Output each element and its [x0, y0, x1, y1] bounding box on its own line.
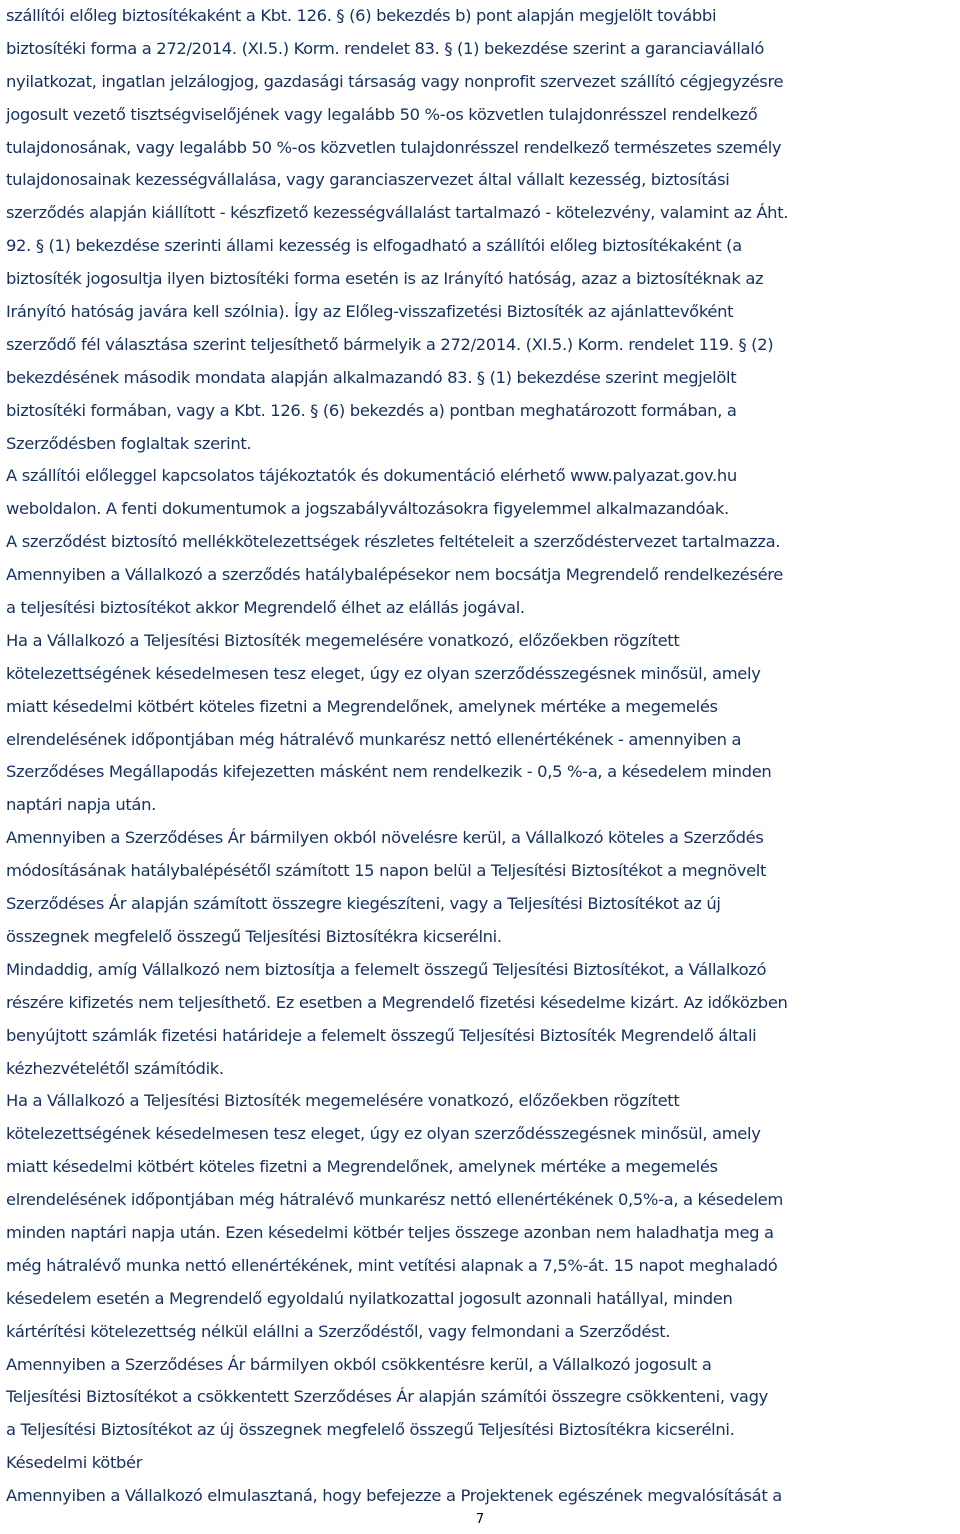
text-line: jogosult vezető tisztségviselőjének vagy legalább 50 %-os közvetlen tulajdonrésszel rendelkező — [6, 104, 758, 124]
text-line: biztosíték jogosultja ilyen biztosítéki forma esetén is az Irányító hatóság, azaz a biztosítéknak az — [6, 269, 764, 289]
text-line: még hátralévő munka nettó ellenértékének, mint vetítési alapnak a 7,5%-át. 15 napot meghaladó — [6, 1255, 778, 1275]
text-line: nyilatkozat, ingatlan jelzálogjog, gazdasági társaság vagy nonprofit szervezet szállító cégjegyzésre — [6, 71, 784, 91]
text-line: kötelezettségének késedelmesen tesz eleget, úgy ez olyan szerződésszegésnek minősül, amely — [6, 1124, 761, 1144]
text-line: Szerződéses Megállapodás kifejezetten másként nem rendelkezik - 0,5 %-a, a késedelem minden — [6, 762, 772, 782]
text-line: Szerződéses Ár alapján számított összegre kiegészíteni, vagy a Teljesítési Biztosítékot az új — [6, 894, 721, 914]
text-line: összegnek megfelelő összegű Teljesítési Biztosítékra kicserélni. — [6, 926, 502, 946]
document-body — [6, 0, 958, 1513]
text-line: naptári napja után. — [6, 795, 156, 815]
text-line: biztosítéki forma a 272/2014. (XI.5.) Korm. rendelet 83. § (1) bekezdése szerint a garanciavállaló — [6, 38, 765, 58]
text-line: Szerződésben foglaltak szerint. — [6, 433, 252, 453]
text-line: A szállítói előleggel kapcsolatos tájékoztatók és dokumentáció elérhető www.palyazat.gov.hu — [6, 466, 737, 486]
text-line: Késedelmi kötbér — [6, 1453, 143, 1473]
text-line: módosításának hatálybalépésétől számított 15 napon belül a Teljesítési Biztosítékot a megnövelt — [6, 861, 767, 881]
text-line: biztosítéki formában, vagy a Kbt. 126. § (6) bekezdés a) pontban meghatározott formában, a — [6, 400, 737, 420]
text-line: szerződés alapján kiállított - készfizető kezességvállalást tartalmazó - kötelezvény, valamint az Áht. — [6, 203, 789, 223]
text-line: elrendelésének időpontjában még hátralévő munkarész nettó ellenértékének - amennyiben a — [6, 729, 742, 749]
text-line: részére kifizetés nem teljesíthető. Ez esetben a Megrendelő fizetési késedelme kizárt. Az időközben — [6, 992, 788, 1012]
text-line: elrendelésének időpontjában még hátralévő munkarész nettó ellenértékének 0,5%-a, a késedelem — [6, 1190, 783, 1210]
text-line: szállítói előleg biztosítékaként a Kbt. 126. § (6) bekezdés b) pont alapján megjelölt további — [6, 6, 717, 25]
text-line: késedelem esetén a Megrendelő egyoldalú nyilatkozattal jogosult azonnali hatállyal, minden — [6, 1288, 733, 1308]
text-line: 92. § (1) bekezdése szerinti állami kezesség is elfogadható a szállítói előleg biztosítékaként (a — [6, 236, 742, 256]
page-number: 7 — [475, 1512, 485, 1527]
text-line: Irányító hatóság javára kell szólnia). Így az Előleg-visszafizetési Biztosíték az ajánlattevőként — [6, 302, 734, 322]
text-line: tulajdonosának, vagy legalább 50 %-os közvetlen tulajdonrésszel rendelkező természetes személy — [6, 137, 782, 157]
text-line: bekezdésének második mondata alapján alkalmazandó 83. § (1) bekezdése szerint megjelölt — [6, 367, 737, 387]
text-line: weboldalon. A fenti dokumentumok a jogszabályváltozásokra figyelemmel alkalmazandóak. — [6, 499, 729, 519]
text-line: Ha a Vállalkozó a Teljesítési Biztosíték megemelésére vonatkozó, előzőekben rögzített — [6, 1091, 680, 1111]
text-line: miatt késedelmi kötbért köteles fizetni a Megrendelőnek, amelynek mértéke a megemelés — [6, 696, 718, 716]
text-line: kézhezvételétől számítódik. — [6, 1058, 224, 1078]
text-line: szerződő fél választása szerint teljesíthető bármelyik a 272/2014. (XI.5.) Korm. rendelet 119. § (2) — [6, 334, 774, 354]
text-line: tulajdonosainak kezességvállalása, vagy garanciaszervezet által vállalt kezesség, biztosítási — [6, 170, 730, 190]
text-line: Amennyiben a Vállalkozó elmulasztaná, hogy befejezze a Projektenek egészének megvalósítását a — [6, 1486, 782, 1506]
text-line: A szerződést biztosító mellékkötelezettségek részletes feltételeit a szerződéstervezet tartalmazza. — [6, 532, 781, 552]
text-line: a teljesítési biztosítékot akkor Megrendelő élhet az elállás jogával. — [6, 598, 525, 618]
text-line: Ha a Vállalkozó a Teljesítési Biztosíték megemelésére vonatkozó, előzőekben rögzített — [6, 630, 680, 650]
text-line: kötelezettségének késedelmesen tesz eleget, úgy ez olyan szerződésszegésnek minősül, amely — [6, 663, 761, 683]
text-line: Teljesítési Biztosítékot a csökkentett Szerződéses Ár alapján számítói összegre csökkenteni, vagy — [6, 1387, 768, 1407]
text-line: Amennyiben a Szerződéses Ár bármilyen okból növelésre kerül, a Vállalkozó köteles a Szerződés — [6, 828, 764, 848]
text-line: benyújtott számlák fizetési határideje a felemelt összegű Teljesítési Biztosíték Megrendelő általi — [6, 1025, 757, 1045]
text-line: miatt késedelmi kötbért köteles fizetni a Megrendelőnek, amelynek mértéke a megemelés — [6, 1157, 718, 1177]
text-line: Mindaddig, amíg Vállalkozó nem biztosítja a felemelt összegű Teljesítési Biztosítékot, a Vállalkozó — [6, 959, 767, 979]
text-line: Amennyiben a Vállalkozó a szerződés hatálybalépésekor nem bocsátja Megrendelő rendelkezésére — [6, 565, 784, 585]
text-line: minden naptári napja után. Ezen késedelmi kötbér teljes összege azonban nem haladhatja meg a — [6, 1222, 774, 1242]
text-line: Amennyiben a Szerződéses Ár bármilyen okból csökkentésre kerül, a Vállalkozó jogosult a — [6, 1354, 712, 1374]
text-line: kártérítési kötelezettség nélkül elállni a Szerződéstől, vagy felmondani a Szerződést. — [6, 1321, 671, 1341]
text-line: a Teljesítési Biztosítékot az új összegnek megfelelő összegű Teljesítési Biztosítékra kicserélni. — [6, 1420, 735, 1440]
